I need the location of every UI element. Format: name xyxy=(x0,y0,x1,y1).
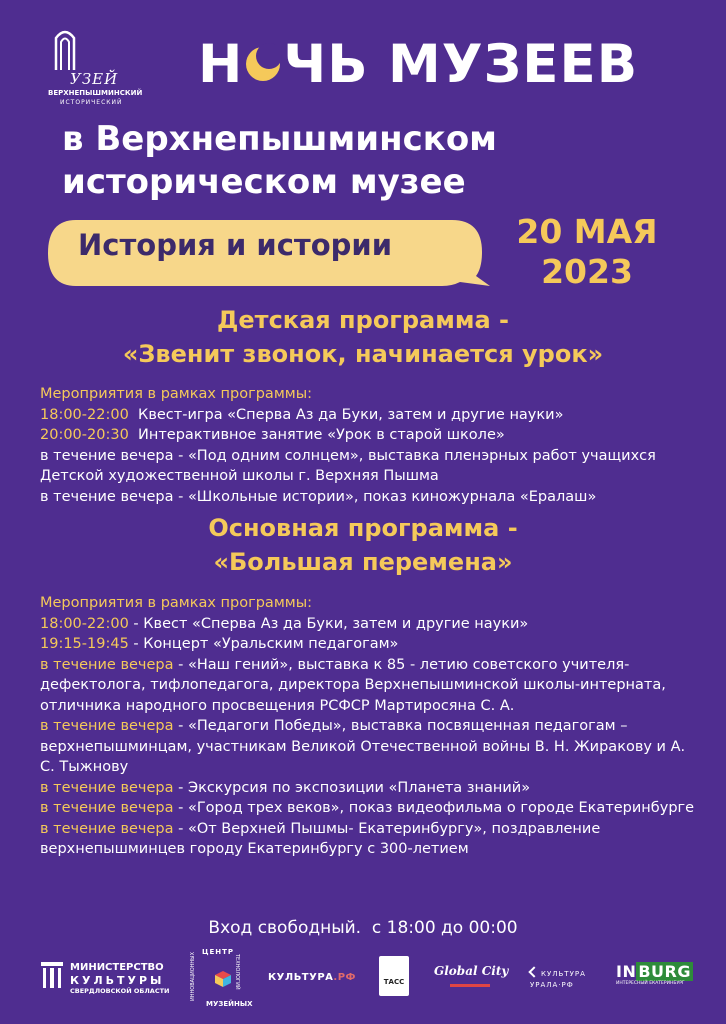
museum-tech-center-logo xyxy=(190,948,252,1012)
main-program-list xyxy=(40,593,700,860)
ministry-line3: СВЕРДЛОВСКОЙ ОБЛАСТИ xyxy=(70,987,170,995)
ministry-line1: МИНИСТЕРСТВО xyxy=(70,962,164,973)
list-item: в течение вечера - «От Верхней Пышмы- Екатеринбургу», поздравление верхнепышминцев городу Екатеринбургу с 300-летием xyxy=(40,820,605,857)
page-subtitle: в Верхнепышминском историческом музее xyxy=(62,119,497,202)
museum-logo xyxy=(46,26,142,106)
tass-text: ТАСС xyxy=(383,978,405,986)
center-museum: МУЗЕЙНЫХ xyxy=(206,1000,253,1008)
ministry-logo xyxy=(40,958,175,1002)
list-item: в течение вечера - «Под одним солнцем», выставка пленэрных работ учащихся Детской художественной школы г. Верхняя Пышма xyxy=(40,447,661,484)
moon-icon xyxy=(239,38,287,86)
event-date: 20 МАЯ 2023 xyxy=(516,212,658,291)
kids-program-title: Детская программа - xyxy=(217,306,509,334)
title-part2: ЧЬ МУЗЕЕВ xyxy=(283,34,639,95)
list-item: в течение вечера - Экскурсия по экспозиции «Планета знаний» xyxy=(40,779,531,796)
kultura-urala-logo: КУЛЬТУРА УРАЛА·РФ xyxy=(530,968,586,991)
kultura-rf-logo: КУЛЬТУРА.РФ xyxy=(268,972,356,983)
center-innov: ИННОВАЦИОННЫХ xyxy=(190,952,196,1001)
inburg-logo: IN BURG ИНТЕРЕСНЫЙ ЕКАТЕРИНБУРГ xyxy=(616,962,691,986)
bubble-text: История и истории xyxy=(78,228,393,262)
tass-logo xyxy=(379,956,409,996)
center-word: ЦЕНТР xyxy=(202,948,235,956)
list-item: в течение вечера - «Город трех веков», показ видеофильма о городе Екатеринбурге xyxy=(40,800,695,816)
partner-logos xyxy=(0,948,726,1018)
list-item: 18:00-22:00 Квест-игра «Сперва Аз да Буки, затем и другие науки» xyxy=(40,406,564,423)
kultura-urala-icon xyxy=(528,966,539,977)
main-program-subtitle: «Большая перемена» xyxy=(213,548,513,576)
kids-list-heading: Мероприятия в рамках программы: xyxy=(40,386,313,402)
global-city-bar xyxy=(450,984,490,987)
logo-word: УЗЕЙ xyxy=(70,70,119,88)
ministry-line2: КУЛЬТУРЫ xyxy=(70,974,165,987)
cube-icon xyxy=(214,970,232,988)
center-tech: ТЕХНОЛОГИЙ xyxy=(234,954,240,990)
page-title xyxy=(198,34,638,95)
main-program-title: Основная программа - xyxy=(208,514,518,542)
logo-line1: ВЕРХНЕПЫШМИНСКИЙ xyxy=(48,89,143,97)
list-item: в течение вечера - «Школьные истории», показ киножурнала «Ералаш» xyxy=(40,488,597,505)
list-item: 18:00-22:00 - Квест «Сперва Аз да Буки, затем и другие науки» xyxy=(40,615,529,632)
title-part1: Н xyxy=(198,34,244,95)
global-city-logo: Global City xyxy=(434,964,509,978)
kids-program-list xyxy=(40,384,700,507)
list-item: в течение вечера - «Педагоги Победы», выставка посвященная педагогам – верхнепышминцам, участникам Великой Отечественной войны В. Н. Жиракову и А. С. Тыжнову xyxy=(40,718,690,775)
museum-arch-icon xyxy=(54,26,76,70)
list-item: в течение вечера - «Наш гений», выставка к 85 - летию советского учителя-дефектолога, тифлопедагога, директора Верхнепышминской школы-интерната, отличника народного просвещения РСФСР Мартиросяна С. А. xyxy=(40,656,671,714)
ministry-emblem-icon xyxy=(40,960,64,990)
main-list-heading: Мероприятия в рамках программы: xyxy=(40,595,313,611)
logo-line2: ИСТОРИЧЕСКИЙ xyxy=(60,99,123,106)
kids-program-subtitle: «Звенит звонок, начинается урок» xyxy=(122,340,604,368)
list-item: 19:15-19:45 - Концерт «Уральским педагогам» xyxy=(40,636,399,652)
entry-info: Вход свободный. с 18:00 до 00:00 xyxy=(208,918,518,938)
list-item: 20:00-20:30 Интерактивное занятие «Урок в старой школе» xyxy=(40,427,505,443)
